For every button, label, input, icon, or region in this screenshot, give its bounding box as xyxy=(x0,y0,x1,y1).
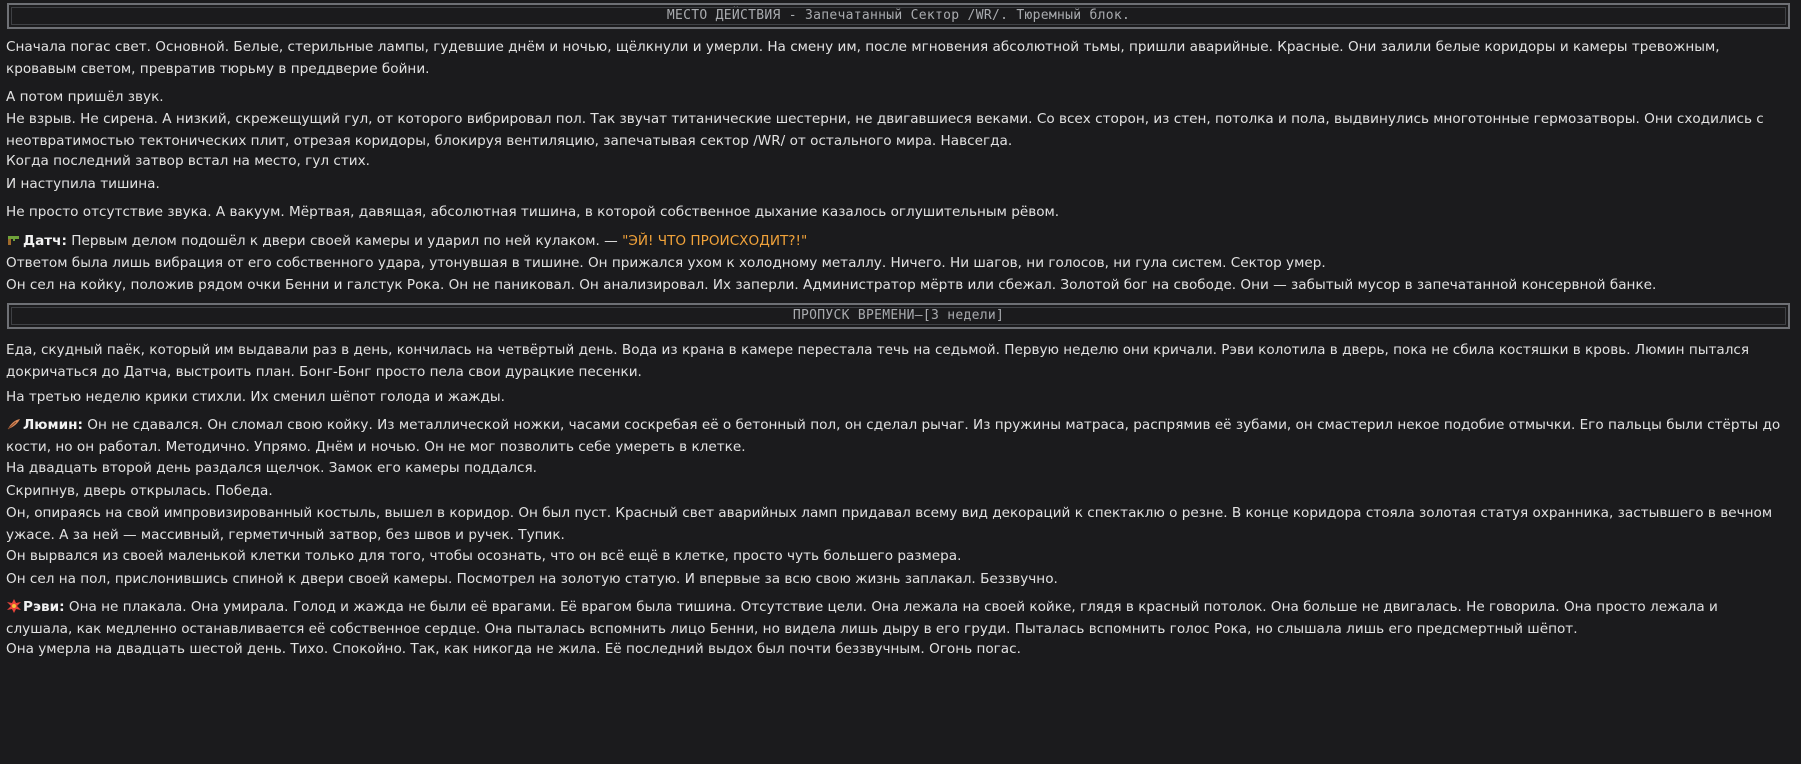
timeskip-banner-text: ПРОПУСК ВРЕМЕНИ—[3 недели] xyxy=(792,308,1005,323)
speaker-name: Люмин: xyxy=(23,417,83,433)
scene-banner-text: МЕСТО ДЕЙСТВИЯ - Запечатанный Сектор /WR/. Тюремный блок. xyxy=(666,8,1131,23)
dialogue-text: Первым делом подошёл к двери своей камеры и ударил по ней кулаком. — xyxy=(66,233,623,249)
narration-paragraph: Он вырвался из своей маленькой клетки только для того, чтобы осознать, что он всё ещё в клетке, просто чуть большего размера. xyxy=(6,548,962,564)
timeskip-banner xyxy=(7,303,1790,329)
dialogue-line-lumin xyxy=(6,414,1788,458)
narration-paragraph: Он сел на пол, прислонившись спиной к двери своей камеры. Посмотрел на золотую статую. И впервые за всю свою жизнь заплакал. Беззвучно. xyxy=(6,571,1058,587)
dialogue-text: Он не сдавался. Он сломал свою койку. Из металлической ножки, часами соскребая её о бетонный пол, он сделал рычаг. Из пружины матраса, распрямив её зубами, он смастерил некое подобие отмычки. Его пальцы были стёрты до кости, но он работал. Методично. Упрямо. Днём и ночью. Он не мог позволить себе умереть в клетке. xyxy=(6,417,1781,455)
scene-banner xyxy=(7,3,1790,29)
dialogue-line-dutch xyxy=(6,230,1788,252)
narration-paragraph: Скрипнув, дверь открылась. Победа. xyxy=(6,483,273,499)
narration-paragraph: Он, опираясь на свой импровизированный костыль, вышел в коридор. Он был пуст. Красный свет аварийных ламп придавал всему вид декораций к спектаклю о резне. В конце коридора стояла золотая статуя охранника, застывшего в вечном ужасе. А за ней — массивный, герметичный затвор, без швов и ручек. Тупик. xyxy=(6,505,1773,543)
narration-paragraph: Еда, скудный паёк, который им выдавали раз в день, кончилась на четвёртый день. Вода из крана в камере перестала течь на седьмой. Первую неделю они кричали. Рэви колотила в дверь, пока не сбила костяшки в кровь. Люмин пытался докричаться до Датча, выстроить план. Бонг-Бонг просто пела свои дурацкие песенки. xyxy=(6,342,1750,380)
dialogue-line-revi xyxy=(6,596,1788,640)
narration-paragraph: А потом пришёл звук. xyxy=(6,89,164,105)
narration-paragraph: На двадцать второй день раздался щелчок. Замок его камеры поддался. xyxy=(6,460,537,476)
speaker-name: Рэви: xyxy=(23,599,65,615)
feather-icon xyxy=(6,416,22,430)
narration-paragraph: Сначала погас свет. Основной. Белые, стерильные лампы, гудевшие днём и ночью, щёлкнули и умерли. На смену им, после мгновения абсолютной тьмы, пришли аварийные. Красные. Они залили белые коридоры и камеры тревожным, кровавым светом, превратив тюрьму в преддверие бойни. xyxy=(6,39,1720,77)
narration-paragraph: Не взрыв. Не сирена. А низкий, скрежещущий гул, от которого вибрировал пол. Так звучат титанические шестерни, не двигавшиеся веками. Со всех сторон, из стен, потолка и пола, выдвинулись многотонные гермозатворы. Они сходились с неотвратимостью тектонических плит, отрезая коридоры, блокируя вентиляцию, запечатывая сектор /WR/ от остального мира. Навсегда. xyxy=(6,111,1764,149)
narration-paragraph: Ответом была лишь вибрация от его собственного удара, утонувшая в тишине. Он прижался ухом к холодному металлу. Ничего. Ни шагов, ни голосов, ни гула систем. Сектор умер. xyxy=(6,255,1326,271)
collision-icon xyxy=(6,598,22,612)
gun-icon xyxy=(6,232,22,246)
narration-paragraph: На третью неделю крики стихли. Их сменил шёпот голода и жажды. xyxy=(6,389,505,405)
dialogue-text: Она не плакала. Она умирала. Голод и жажда не были её врагами. Её врагом была тишина. Отсутствие цели. Она лежала на своей койке, глядя в красный потолок. Она больше не двигалась. Не говорила. Она просто лежала и слушала, как медленно останавливается её собственное сердце. Она пыталась вспомнить лицо Бенни, но видела лишь дыру в его груди. Пыталась вспомнить голос Рока, но слышала лишь его предсмертный шёпот. xyxy=(6,599,1718,637)
narration-paragraph: Когда последний затвор встал на место, гул стих. xyxy=(6,153,370,169)
narration-paragraph: Она умерла на двадцать шестой день. Тихо. Спокойно. Так, как никогда не жила. Её последний выдох был почти беззвучным. Огонь погас. xyxy=(6,641,1021,657)
narration-paragraph: Он сел на койку, положив рядом очки Бенни и галстук Рока. Он не паниковал. Он анализировал. Их заперли. Администратор мёртв или сбежал. Золотой бог на свободе. Они — забытый мусор в запечатанной консервной банке. xyxy=(6,277,1657,293)
shout-text: "ЭЙ! ЧТО ПРОИСХОДИТ?!" xyxy=(622,233,808,249)
narration-paragraph: Не просто отсутствие звука. А вакуум. Мёртвая, давящая, абсолютная тишина, в которой собственное дыхание казалось оглушительным рёвом. xyxy=(6,204,1060,220)
narration-paragraph: И наступила тишина. xyxy=(6,176,160,192)
speaker-name: Датч: xyxy=(23,233,67,249)
